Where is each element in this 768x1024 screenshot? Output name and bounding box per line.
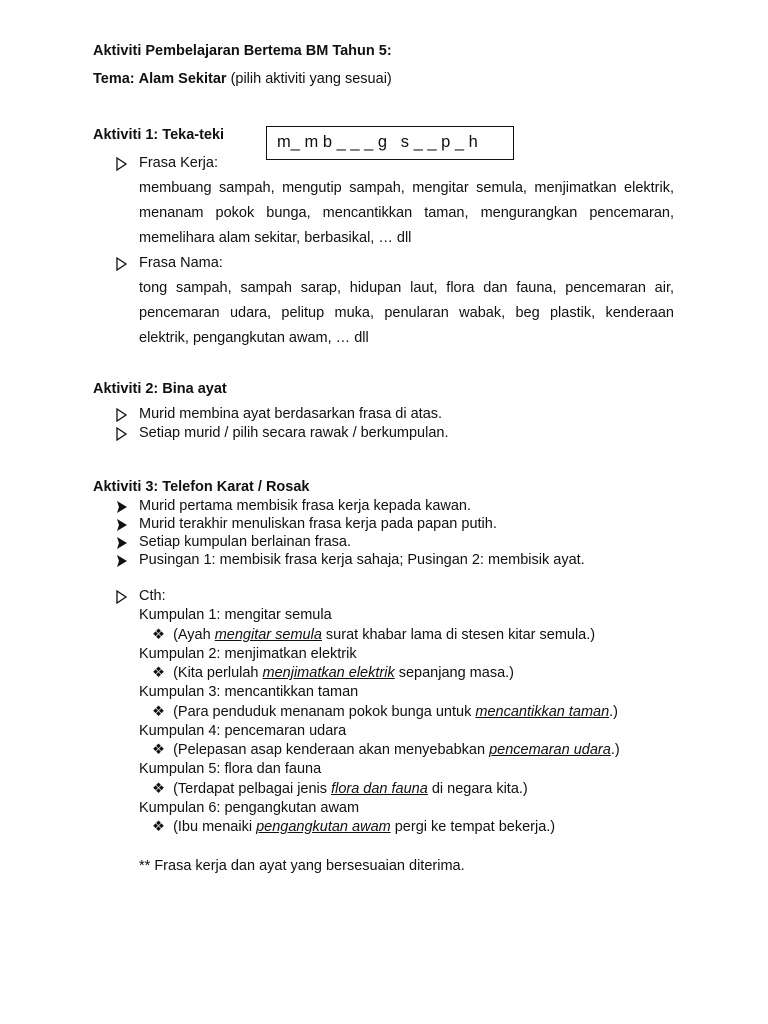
sentence-post: pergi ke tempat bekerja.) bbox=[390, 819, 556, 835]
sentence-phrase: mencantikkan taman bbox=[475, 704, 610, 720]
solid-arrow-bullet-icon bbox=[116, 536, 132, 550]
diamond-bullet-icon: ❖ bbox=[152, 704, 165, 720]
arrow-bullet-icon bbox=[116, 590, 132, 604]
theme-note: (pilih aktiviti yang sesuai) bbox=[230, 71, 392, 87]
solid-arrow-bullet-icon bbox=[116, 554, 132, 568]
example-sentence bbox=[152, 703, 618, 721]
example-sentence bbox=[152, 626, 595, 644]
solid-arrow-bullet-icon bbox=[116, 518, 132, 532]
arrow-bullet-icon bbox=[116, 427, 132, 441]
diamond-bullet-icon: ❖ bbox=[152, 742, 165, 758]
list-item: Pusingan 1: membisik frasa kerja sahaja; Pusingan 2: membisik ayat. bbox=[139, 552, 585, 568]
sentence-post: .) bbox=[609, 704, 619, 720]
sentence-pre: (Terdapat pelbagai jenis bbox=[173, 781, 332, 797]
sentence-pre: (Pelepasan asap kenderaan akan menyebabkan bbox=[173, 742, 490, 758]
document-title: Aktiviti Pembelajaran Bertema BM Tahun 5: bbox=[93, 43, 392, 59]
group-title: Kumpulan 6: pengangkutan awam bbox=[139, 800, 360, 816]
diamond-bullet-icon: ❖ bbox=[152, 627, 165, 643]
sentence-pre: (Ibu menaiki bbox=[173, 819, 257, 835]
group-title: Kumpulan 1: mengitar semula bbox=[139, 607, 332, 623]
theme-name: Alam Sekitar bbox=[138, 71, 227, 87]
diamond-bullet-icon: ❖ bbox=[152, 781, 165, 797]
example-label: Cth: bbox=[139, 588, 166, 604]
sentence-pre: (Kita perlulah bbox=[173, 665, 263, 681]
list-item: Setiap kumpulan berlainan frasa. bbox=[139, 534, 351, 550]
group-title: Kumpulan 2: menjimatkan elektrik bbox=[139, 646, 357, 662]
list-item: Murid membina ayat berdasarkan frasa di atas. bbox=[139, 406, 443, 422]
group-title: Kumpulan 3: mencantikkan taman bbox=[139, 684, 359, 700]
sentence-post: sepanjang masa.) bbox=[394, 665, 514, 681]
sentence-phrase: flora dan fauna bbox=[331, 781, 428, 797]
verb-phrase-label: Frasa Kerja: bbox=[139, 155, 218, 171]
sentence-phrase: menjimatkan elektrik bbox=[262, 665, 395, 681]
noun-phrase-label: Frasa Nama: bbox=[139, 255, 223, 271]
sentence-post: surat khabar lama di stesen kitar semula.) bbox=[321, 627, 596, 643]
list-item: Murid terakhir menuliskan frasa kerja pada papan putih. bbox=[139, 516, 497, 532]
arrow-bullet-icon bbox=[116, 408, 132, 422]
arrow-bullet-icon bbox=[116, 157, 132, 171]
footnote: ** Frasa kerja dan ayat yang bersesuaian diterima. bbox=[139, 858, 465, 874]
example-sentence bbox=[152, 818, 555, 836]
arrow-bullet-icon bbox=[116, 257, 132, 271]
activity2-heading: Aktiviti 2: Bina ayat bbox=[93, 381, 227, 397]
outline-diamond-bullet-icon: ❖ bbox=[152, 819, 165, 835]
example-sentence bbox=[152, 780, 528, 798]
sentence-phrase: mengitar semula bbox=[214, 627, 322, 643]
example-sentence bbox=[152, 664, 514, 682]
activity1-heading: Aktiviti 1: Teka-teki bbox=[93, 127, 225, 143]
verb-phrase-list: membuang sampah, mengutip sampah, mengitar semula, menjimatkan elektrik, menanam pokok bunga, mencantikkan taman, mengurangkan pencemaran, memelihara alam sekitar, berbasikal, … dll bbox=[139, 180, 674, 246]
sentence-pre: (Ayah bbox=[173, 627, 215, 643]
solid-arrow-bullet-icon bbox=[116, 500, 132, 514]
sentence-post: di negara kita.) bbox=[427, 781, 528, 797]
group-title: Kumpulan 4: pencemaran udara bbox=[139, 723, 347, 739]
list-item: Murid pertama membisik frasa kerja kepada kawan. bbox=[139, 498, 472, 514]
activity3-heading: Aktiviti 3: Telefon Karat / Rosak bbox=[93, 479, 310, 495]
theme-label: Tema: bbox=[93, 71, 135, 87]
noun-phrase-list: tong sampah, sampah sarap, hidupan laut, flora dan fauna, pencemaran air, pencemaran udara, pelitup muka, penularan wabak, beg plastik, kenderaan elektrik, pengangkutan awam, … dll bbox=[139, 280, 674, 346]
list-item: Setiap murid / pilih secara rawak / berkumpulan. bbox=[139, 425, 449, 441]
group-title: Kumpulan 5: flora dan fauna bbox=[139, 761, 322, 777]
puzzle-box: m_ m b _ _ _ g s _ _ p _ h bbox=[266, 126, 514, 160]
sentence-phrase: pencemaran udara bbox=[489, 742, 611, 758]
sentence-pre: (Para penduduk menanam pokok bunga untuk bbox=[173, 704, 476, 720]
sentence-phrase: pengangkutan awam bbox=[256, 819, 391, 835]
outline-diamond-bullet-icon: ❖ bbox=[152, 665, 165, 681]
example-sentence bbox=[152, 741, 620, 759]
sentence-post: .) bbox=[610, 742, 620, 758]
theme-line bbox=[93, 70, 392, 88]
